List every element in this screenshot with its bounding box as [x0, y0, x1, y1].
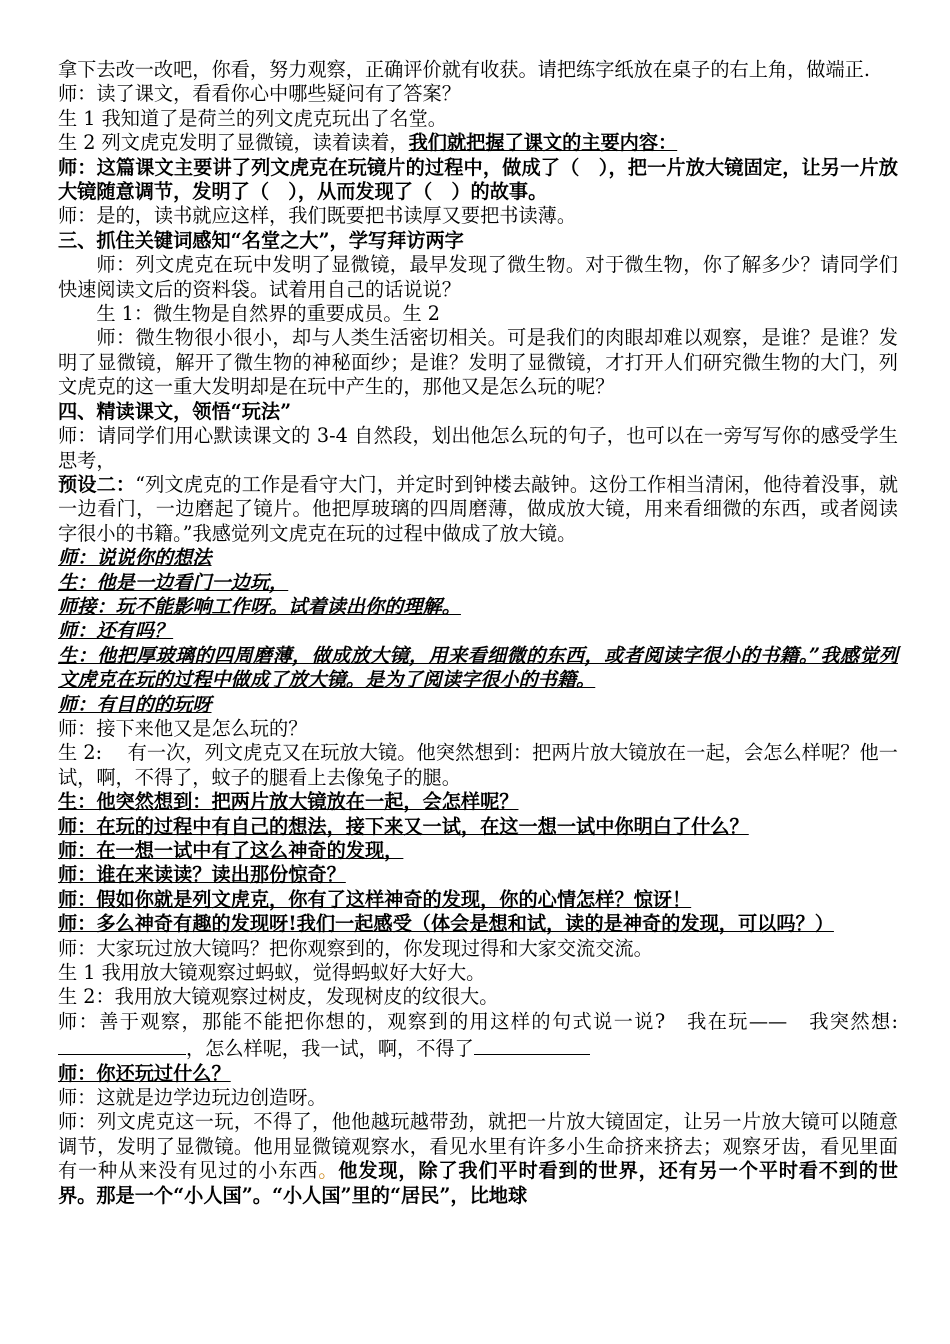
dialog-line: 生：他是一边看门一边玩， — [58, 570, 289, 594]
teacher-summary: 师：这就是边学边玩边创造呀。 — [58, 1086, 327, 1110]
teacher-question: 师：读了课文，看看你心中哪些疑问有了答案？ — [58, 82, 461, 106]
student2-reading: 生 2: 有一次，列文虎克又在玩放大镜。他突然想到：把两片放大镜放在一起，会怎么样呢？他一试，啊，不得了，蚊子的腿看上去像兔子的腿。 — [58, 741, 898, 789]
microscope-paragraph — [58, 1110, 898, 1208]
teacher-reading-tip: 师：是的，读书就应这样，我们既要把书读厚又要把书读薄。 — [58, 204, 577, 228]
dialog-line: 师：你还玩过什么？ — [58, 1061, 231, 1085]
sentence-pattern-mid: ，怎么样呢，我一试，啊，不得了 — [186, 1037, 474, 1061]
dialog-line: 师：还有吗？ — [58, 619, 174, 643]
sentence-pattern-start: 师：善于观察，那能不能把你想的，观察到的用这样的句式说一说? 我在玩—— 我突然想: — [58, 1009, 898, 1033]
summary-fill-blank: 师：这篇课文主要讲了列文虎克在玩镜片的过程中，做成了（ ），把一片放大镜固定，让另一片放大镜随意调节，发明了（ ），从而发现了（ ）的故事。 — [58, 155, 898, 204]
student2-answer: 生 2：我用放大镜观察过树皮，发现树皮的纹很大。 — [58, 985, 499, 1009]
student2-text: 生 2 列文虎克发明了显微镜，读着读着， — [58, 131, 409, 155]
microscope-text: 师：列文虎克这一玩，不得了，他他越玩越带劲，就把一片放大镜固定，让另一片放大镜可以随意调节，发明了显微镜。他用显微镜观察水，看见水里有许多小生命挤来挤去；观察牙齿，看见里面有一种从来没有见过的小东西 — [58, 1110, 898, 1183]
blank-underline — [474, 1034, 590, 1055]
dialog-line: 师：假如你就是列文虎克，你有了这样神奇的发现，你的心情怎样？惊讶！ — [58, 887, 692, 911]
main-content-prompt: 我们就把握了课文的主要内容： — [408, 131, 678, 155]
dialog-line: 师：在一想一试中有了这么神奇的发现， — [58, 839, 404, 862]
preset-two — [58, 473, 898, 546]
dialog-line: 师：谁在来读读？读出那份惊奇？ — [58, 863, 346, 887]
sentence-pattern — [58, 1010, 898, 1062]
blank-underline — [58, 1034, 186, 1055]
orange-period: 。 — [318, 1159, 339, 1183]
dialog-line: 生：他突然想到：把两片放大镜放在一起，会怎样呢？ — [58, 790, 519, 814]
student1-answer: 生 1 我知道了是荷兰的列文虎克玩出了名堂。 — [58, 106, 447, 130]
teacher-question: 师：接下来他又是怎么玩的？ — [58, 716, 308, 740]
student2-answer — [58, 131, 898, 155]
reading-instruction: 师：请同学们用心默读课文的 3-4 自然段，划出他怎么玩的句子，也可以在一旁写写你的感受学生思考， — [58, 424, 898, 472]
microbe-teacher-talk: 师：微生物很小很小，却与人类生活密切相关。可是我们的肉眼却难以观察，是谁？是谁？发明了显微镜，解开了微生物的神秘面纱；是谁？发明了显微镜，才打开人们研究微生物的大门，列文虎克的这一重大发明却是在玩中产生的，那他又是怎么玩的呢？ — [58, 326, 898, 399]
preset-quote: “列文虎克的工作是看守大门，并定时到钟楼去敲钟。这份工作相当清闲，他待着没事，就一边看门，一边磨起了镜片。他把厚玻璃的四周磨薄，做成放大镜，用来看细微的东西，或者阅读字很小的书籍。”我感觉列文虎克在玩的过程中做成了放大镜。 — [58, 472, 899, 545]
teacher-question: 师：大家玩过放大镜吗？把你观察到的，你发现过得和大家交流交流。 — [58, 936, 653, 960]
microscope-bold-text: 他发现，除了我们平时看到的世界，还有另一个平时看不到的世界。那是一个“小人国”。“小人国”里的“居民”，比地球 — [58, 1159, 899, 1207]
microbe-student-answer: 生 1：微生物是自然界的重要成员。生 2 — [96, 302, 441, 326]
section-heading-4: 四、精读课文，领悟“玩法” — [58, 399, 292, 423]
dialog-line: 师：说说你的想法 — [58, 546, 212, 570]
preset-label: 预设二： — [58, 472, 136, 496]
microbe-intro: 师：列文虎克在玩中发明了显微镜，最早发现了微生物。对于微生物，你了解多少？请同学们快速阅读文后的资料袋。试着用自己的话说说？ — [58, 253, 898, 301]
dialog-line: 师：有目的的玩呀 — [58, 692, 212, 716]
dialog-line: 生：他把厚玻璃的四周磨薄，做成放大镜，用来看细微的东西，或者阅读字很小的书籍。”我感觉列文虎克在玩的过程中做成了放大镜。是为了阅读字很小的书籍。 — [58, 643, 898, 692]
dialog-line: 师：多么神奇有趣的发现呀!我们一起感受（体会是想和试，读的是神奇的发现，可以吗？） — [58, 912, 834, 936]
paragraph-intro: 拿下去改一改吧，你看，努力观察，正确评价就有收获。请把练字纸放在桌子的右上角，做端正. — [58, 58, 870, 81]
student1-answer: 生 1 我用放大镜观察过蚂蚁，觉得蚂蚁好大好大。 — [58, 961, 486, 985]
dialog-line: 师接：玩不能影响工作呀。试着读出你的理解。 — [58, 594, 461, 618]
dialog-line: 师：在玩的过程中有自己的想法，接下来又一试，在这一想一试中你明白了什么？ — [58, 814, 749, 838]
section-heading-3: 三、抓住关键词感知“名堂之大”，学写拜访两字 — [58, 228, 464, 252]
